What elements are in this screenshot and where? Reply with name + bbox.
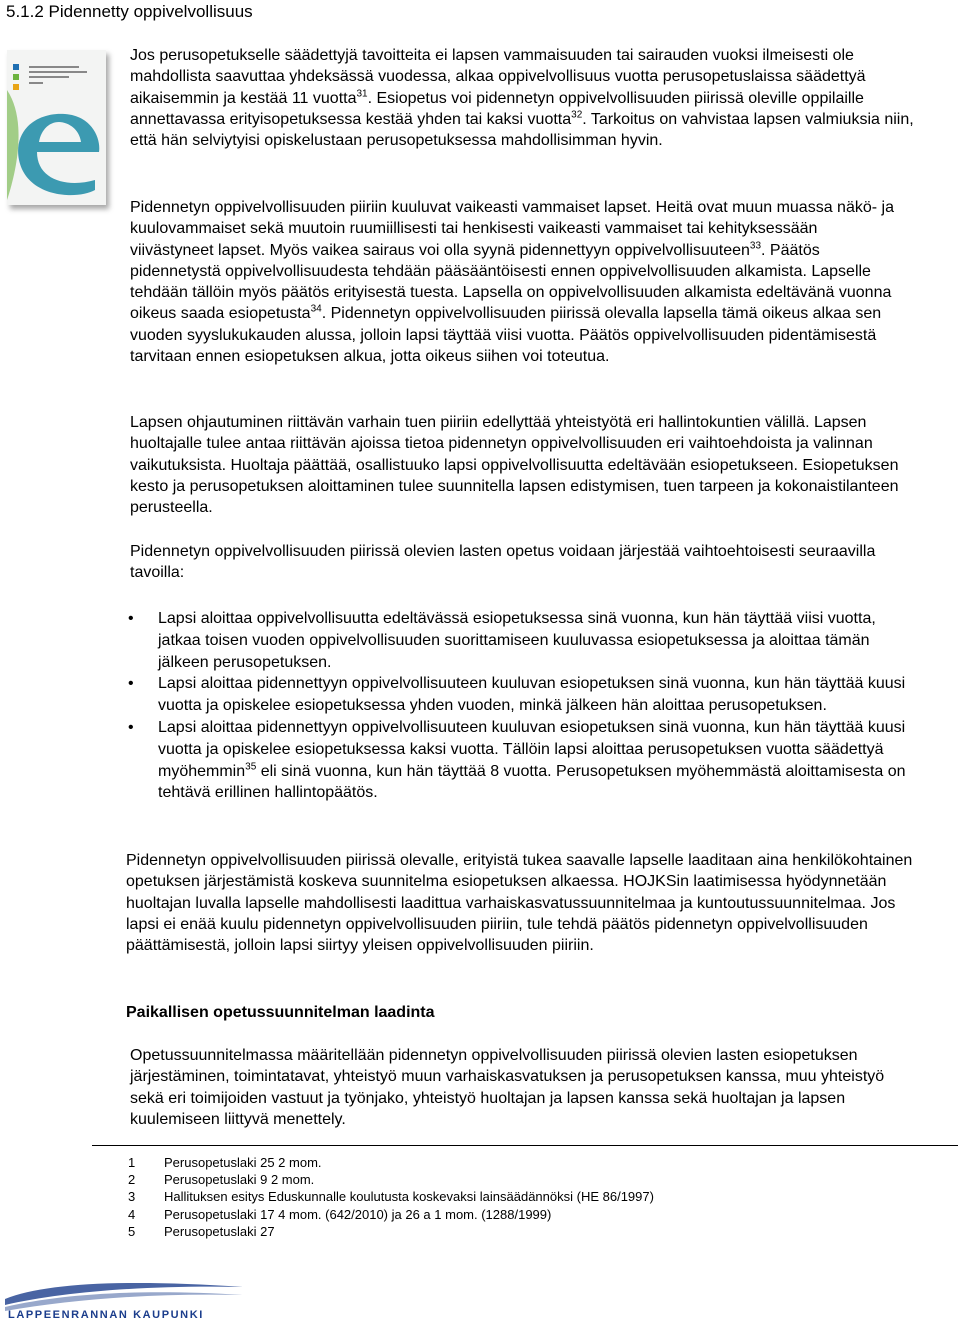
footnote [128, 1206, 551, 1223]
list-item-text: Lapsi aloittaa oppivelvollisuutta edeltävässä esiopetuksessa sinä vuonna, kun hän täyttää viisi vuotta, jatkaa toisen vuoden oppivelvollisuuden suorittamiseen kuuluvassa esiopetuksessa ja aloittaa tämän jälkeen perusopetuksen. [158, 610, 876, 671]
eligibility-paragraph [130, 197, 900, 367]
section-heading: 5.1.2 Pidennetty oppivelvollisuus [6, 2, 253, 21]
footnote-number: 3 [128, 1189, 136, 1204]
footnote [128, 1154, 322, 1171]
logo-wordmark: LAPPEENRANNAN KAUPUNKI [8, 1309, 204, 1321]
footnote-divider [92, 1145, 958, 1146]
intro-text-3: . Tarkoitus on vahvistaa lapsen valmiuksia niin, että hän selviytyisi opiskelustaan perusopetuksessa mahdollisimman hyvin. [130, 110, 914, 150]
footnote-ref-32: 32 [571, 109, 583, 121]
intro-text-2: . Esiopetus voi pidennetyn oppivelvollisuuden piirissä oleville oppilaille annettavassa erityisopetuksessa kestää yhden tai kaksi vuotta [130, 89, 864, 128]
footnote-number: 4 [128, 1207, 136, 1222]
curriculum-cover-image [7, 50, 106, 205]
footnote-number: 1 [128, 1155, 136, 1170]
intro-paragraph [130, 45, 920, 151]
bullet-icon: • [128, 718, 134, 736]
cover-illustration [7, 50, 106, 205]
footnote-ref-33: 33 [749, 240, 762, 252]
list-item [128, 608, 908, 673]
footnote-ref-35: 35 [245, 761, 257, 773]
hojks-paragraph: Pidennetyn oppivelvollisuuden piirissä olevalle, erityistä tukea saavalle lapselle laaditaan aina henkilökohtainen opetuksen järjestämistä koskeva suunnitelma esiopetuksen alkaessa. HOJKSin laatimisessa hyödynnetään huoltajan luvalla lapselle mahdollisesti laadittua varhaiskasvatussuunnitelmaa ja kuntoutussuunnitelmaa. Jos lapsi ei enää kuulu pidennetyn oppivelvollisuuden piiriin, tule tehdä päätös pidennetyn oppivelvollisuuden päättämisestä, jolloin lapsi siirtyy yleisen oppivelvollisuuden piiriin. [126, 852, 913, 955]
list-item [128, 673, 908, 717]
footnote-ref-31: 31 [356, 88, 368, 100]
eligibility-text-1: Pidennetyn oppivelvollisuuden piiriin kuuluvat vaikeasti vammaiset lapset. Heitä ovat muun muassa näkö- ja kuulovammaiset sekä muutoin ruumiillisesti tai henkisesti vaikeasti vammaiset tai kehityksessään viivästyneet lapset. Myös vaikea sairaus voi olla syynä pidennettyyn oppivelvollisuuteen [130, 199, 894, 259]
guidance-paragraph: Lapsen ohjautuminen riittävän varhain tuen piiriin edellyttää yhteistyötä eri hallintokuntien välillä. Lapsen huoltajalle tulee antaa riittävän ajoissa tietoa pidennetyn oppivelvollisuuden eri vaihtoehdoista ja valinnan vaikutuksista. Huoltaja päättää, osallistuuko lapsi oppivelvollisuutta edeltävään esiopetukseen. Esiopetuksen kesto ja perusopetuksen aloittaminen tulee suunnitella lapsen edistymisen, tuen tarpeen ja kokonaistilanteen perusteella. [130, 414, 899, 517]
footnote-ref-34: 34 [310, 304, 322, 316]
subheading: Paikallisen opetussuunnitelman laadinta [126, 1004, 435, 1021]
footnote [128, 1188, 654, 1205]
list-item-text-2: eli sinä vuonna, kun hän täyttää 8 vuotta. Perusopetuksen myöhemmästä aloittamisesta on tehtävä erillinen hallintopäätös. [158, 762, 906, 802]
footnote-number: 5 [128, 1224, 136, 1239]
curriculum-paragraph: Opetussuunnitelmassa määritellään pidennetyn oppivelvollisuuden piirissä olevien lasten esiopetuksen järjestäminen, toimintatavat, yhteistyö muun varhaiskasvatuksen ja perusopetuksen kanssa, muu yhteistyö sekä eri toimijoiden vastuut ja työnjako, yhteistyö huoltajan ja lapsen kanssa sekä huoltajan ja lapsen kuulemiseen liittyvä menettely. [130, 1047, 885, 1128]
arrangement-intro-paragraph: Pidennetyn oppivelvollisuuden piirissä olevien lasten opetus voidaan järjestää vaihtoehtoisesti seuraavilla tavoilla: [130, 543, 876, 582]
city-logo [5, 1277, 245, 1325]
footnote-text: Perusopetuslaki 17 4 mom. (642/2010) ja 26 a 1 mom. (1288/1999) [164, 1207, 552, 1222]
footnote-text: Hallituksen esitys Eduskunnalle koulutusta koskevaksi lainsäädännöksi (HE 86/1997) [164, 1189, 654, 1204]
footnote-text: Perusopetuslaki 27 [164, 1224, 275, 1239]
footnote-number: 2 [128, 1172, 136, 1187]
eligibility-text-3: . Pidennetyn oppivelvollisuuden piirissä olevalla lapsella tämä oikeus alkaa sen vuoden syyslukukauden alussa, jolloin lapsi täyttää viisi vuotta. Päätös oppivelvollisuuden pidentämisestä tarvitaan ennen esiopetuksen alkua, jotta oikeus siihen voi toteutua. [130, 305, 882, 366]
footnote-text: Perusopetuslaki 9 2 mom. [164, 1172, 315, 1187]
bullet-icon: • [128, 610, 134, 627]
footnote [128, 1223, 275, 1240]
arrangement-options-list [128, 608, 908, 804]
list-item [128, 717, 908, 804]
footnote [128, 1171, 314, 1188]
list-item-text: Lapsi aloittaa pidennettyyn oppivelvollisuuteen kuuluvan esiopetuksen sinä vuonna, kun hän täyttää kuusi vuotta ja opiskelee esiopetuksessa kaksi vuotta. Tällöin lapsi aloittaa perusopetuksen vuotta säädettyä myöhemmin [158, 718, 906, 780]
bullet-icon: • [128, 675, 134, 693]
list-item-text: Lapsi aloittaa pidennettyyn oppivelvollisuuteen kuuluvan esiopetuksen sinä vuonna, kun hän täyttää kuusi vuotta ja opiskelee esiopetuksessa yhden vuoden, minkä jälkeen hän aloittaa perusopetuksen. [158, 675, 906, 715]
eligibility-text-2: . Päätös pidennetystä oppivelvollisuudesta tehdään pääsääntöisesti ennen oppivelvollisuuden alkamista. Lapselle tehdään tällöin myös päätös erityisestä tuesta. Lapsella on oppivelvollisuuden alkamista edeltävänä vuonna oikeus saada esiopetusta [130, 241, 892, 323]
footnote-text: Perusopetuslaki 25 2 mom. [164, 1155, 322, 1170]
intro-text-1: Jos perusopetukselle säädettyjä tavoitteita ei lapsen vammaisuuden tai sairauden vuoksi ilmeisesti ole mahdollista saavuttaa yhdeksässä vuodessa, alkaa oppivelvollisuus vuotta perusopetuslaissa säädettyä aikaisemmin ja kestää 11 vuotta [130, 47, 866, 107]
